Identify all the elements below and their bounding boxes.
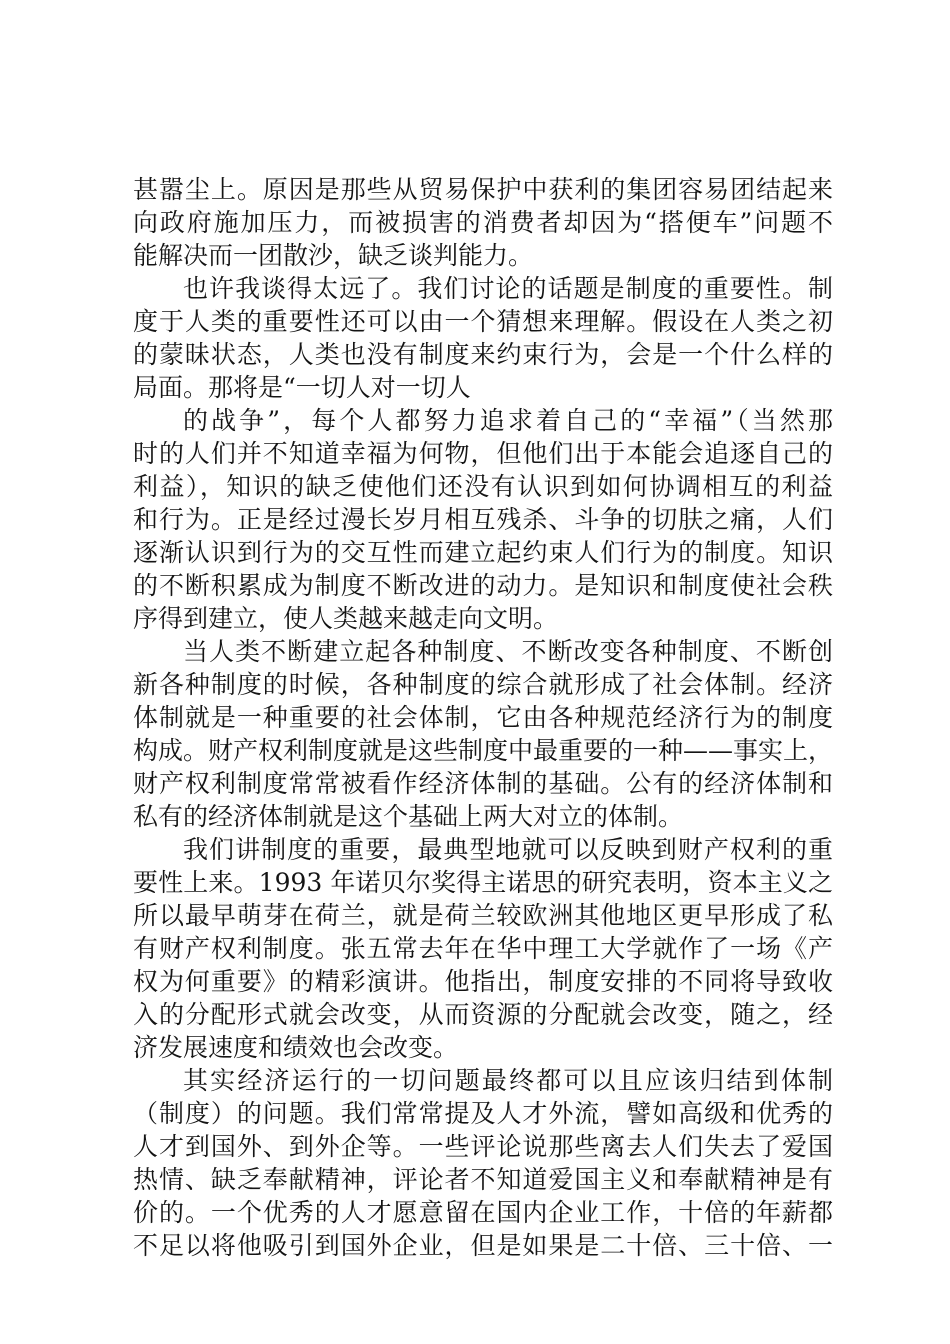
- text-line: 不足以将他吸引到国外企业，但是如果是二十倍、三十倍、一: [133, 1231, 833, 1260]
- text-line: 度于人类的重要性还可以由一个猜想来理解。假设在人类之初: [133, 307, 833, 336]
- text-line: 当人类不断建立起各种制度、不断改变各种制度、不断创: [183, 637, 833, 666]
- text-line: 和行为。正是经过漫长岁月相互残杀、斗争的切肤之痛，人们: [133, 505, 833, 534]
- text-line: 能解决而一团散沙，缺乏谈判能力。: [133, 241, 534, 270]
- text-line: 的战争”，每个人都努力追求着自己的“幸福”（当然那: [183, 406, 833, 435]
- text-line: 要性上来。1993 年诺贝尔奖得主诺思的研究表明，资本主义之: [133, 868, 833, 897]
- text-line: 入的分配形式就会改变，从而资源的分配就会改变，随之，经: [133, 1000, 833, 1029]
- text-line: 利益），知识的缺乏使他们还没有认识到如何协调相互的利益: [133, 472, 833, 501]
- text-line: 序得到建立，使人类越来越走向文明。: [133, 604, 559, 633]
- text-line: 时的人们并不知道幸福为何物，但他们出于本能会追逐自己的: [133, 439, 833, 468]
- text-line: 也许我谈得太远了。我们讨论的话题是制度的重要性。制: [183, 274, 833, 303]
- text-line: 新各种制度的时候，各种制度的综合就形成了社会体制。经济: [133, 670, 833, 699]
- text-line: 甚嚣尘上。原因是那些从贸易保护中获利的集团容易团结起来: [133, 175, 833, 204]
- text-line: 逐渐认识到行为的交互性而建立起约束人们行为的制度。知识: [133, 538, 833, 567]
- text-line: 的不断积累成为制度不断改进的动力。是知识和制度使社会秩: [133, 571, 833, 600]
- text-line: 构成。财产权利制度就是这些制度中最重要的一种——事实上，: [133, 736, 834, 765]
- text-line: 所以最早萌芽在荷兰，就是荷兰较欧洲其他地区更早形成了私: [133, 901, 833, 930]
- text-line: 的蒙昧状态，人类也没有制度来约束行为，会是一个什么样的: [133, 340, 833, 369]
- text-line: 热情、缺乏奉献精神，评论者不知道爱国主义和奉献精神是有: [133, 1165, 833, 1194]
- text-line: 其实经济运行的一切问题最终都可以且应该归结到体制: [183, 1066, 833, 1095]
- text-line: 向政府施加压力，而被损害的消费者却因为“搭便车”问题不: [133, 208, 833, 237]
- text-line: 人才到国外、到外企等。一些评论说那些离去人们失去了爱国: [133, 1132, 833, 1161]
- document-body-text: [133, 173, 833, 1262]
- text-line: 权为何重要》的精彩演讲。他指出，制度安排的不同将导致收: [133, 967, 833, 996]
- text-line: 有财产权利制度。张五常去年在华中理工大学就作了一场《产: [133, 934, 833, 963]
- text-line: 局面。那将是“一切人对一切人: [133, 373, 471, 402]
- text-line: （制度）的问题。我们常常提及人才外流，譬如高级和优秀的: [133, 1099, 833, 1128]
- text-line: 济发展速度和绩效也会改变。: [133, 1033, 459, 1062]
- text-line: 我们讲制度的重要，最典型地就可以反映到财产权利的重: [183, 835, 833, 864]
- text-line: 体制就是一种重要的社会体制，它由各种规范经济行为的制度: [133, 703, 833, 732]
- text-line: 价的。一个优秀的人才愿意留在国内企业工作，十倍的年薪都: [133, 1198, 833, 1227]
- text-line: 财产权利制度常常被看作经济体制的基础。公有的经济体制和: [133, 769, 833, 798]
- text-line: 私有的经济体制就是这个基础上两大对立的体制。: [133, 802, 684, 831]
